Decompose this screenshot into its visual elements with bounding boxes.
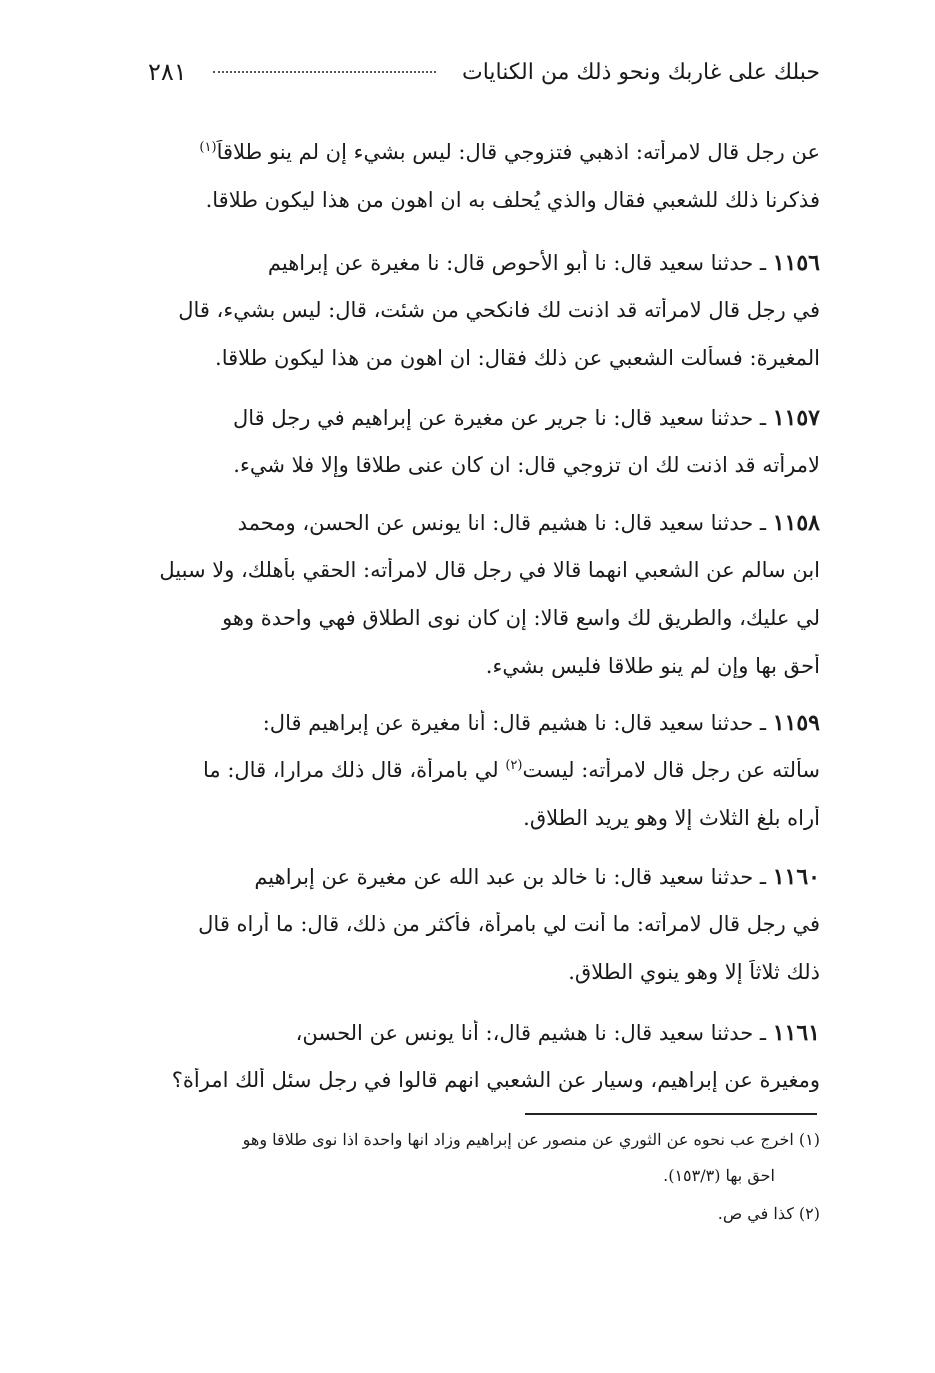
text-line xyxy=(155,654,820,678)
line-text: أراه بلغ الثلاث إلا وهو يريد الطلاق. xyxy=(523,806,820,830)
line-text: في رجل قال لامرأته قد اذنت لك فانكحي من شئت، قال: ليس بشيء، قال xyxy=(178,298,820,322)
footnote-separator xyxy=(525,1113,817,1115)
line-text: فذكرنا ذلك للشعبي فقال والذي يُحلف به ان اهون من هذا ليكون طلاقا. xyxy=(205,188,820,212)
hadith-number: ١١٥٧ xyxy=(772,405,820,431)
hadith-line-numbered xyxy=(155,710,820,736)
text-line xyxy=(155,346,820,370)
line-text: ـ حدثنا سعيد قال: نا جرير عن مغيرة عن إبراهيم في رجل قال xyxy=(233,406,773,430)
text-line xyxy=(155,558,820,582)
header-dotted-leader xyxy=(213,71,436,73)
text-line xyxy=(155,298,820,322)
hadith-line-numbered xyxy=(155,250,820,276)
line-text: المغيرة: فسألت الشعبي عن ذلك فقال: ان اهون من هذا ليكون طلاقا. xyxy=(215,346,820,370)
line-text: عن رجل قال لامرأته: اذهبي فتزوجي قال: ليس بشيء إن لم ينو طلاقاً xyxy=(216,140,820,164)
text-line xyxy=(155,960,820,984)
line-text: لي عليك، والطريق لك واسع قالا: إن كان نوى الطلاق فهي واحدة وهو xyxy=(222,606,820,630)
page-number: ٢٨١ xyxy=(148,58,187,86)
page-header xyxy=(148,52,820,92)
footnote-marker: (٢) xyxy=(505,758,523,773)
line-text: سألته عن رجل قال لامرأته: ليست xyxy=(522,758,820,782)
text-line xyxy=(155,912,820,936)
line-text: ابن سالم عن الشعبي انهما قالا في رجل قال لامرأته: الحقي بأهلك، ولا سبيل xyxy=(159,558,820,582)
text-line xyxy=(155,758,820,782)
line-text: لامرأته قد اذنت لك ان تزوجي قال: ان كان عنى طلاقا وإلا فلا شيء. xyxy=(233,453,820,477)
text-line xyxy=(155,188,820,212)
line-text: ـ حدثنا سعيد قال: نا أبو الأحوص قال: نا مغيرة عن إبراهيم xyxy=(267,251,773,275)
hadith-line-numbered xyxy=(155,405,820,431)
hadith-number: ١١٥٩ xyxy=(772,710,820,736)
footnote-2: (٢) كذا في ص. xyxy=(717,1204,820,1223)
line-text: ذلك ثلاثاً إلا وهو ينوي الطلاق. xyxy=(568,960,820,984)
line-text-after-marker: لي بامرأة، قال ذلك مرارا، قال: ما xyxy=(203,758,506,782)
line-text: ـ حدثنا سعيد قال: نا خالد بن عبد الله عن مغيرة عن إبراهيم xyxy=(254,865,773,889)
hadith-line-numbered xyxy=(155,1020,820,1046)
line-text: ـ حدثنا سعيد قال: نا هشيم قال: أنا مغيرة عن إبراهيم قال: xyxy=(262,711,773,735)
text-line xyxy=(155,1068,820,1092)
hadith-number: ١١٥٨ xyxy=(772,510,820,536)
line-text: ـ حدثنا سعيد قال: نا هشيم قال: انا يونس عن الحسن، ومحمد xyxy=(237,511,773,535)
footnote-1: (١) اخرج عب نحوه عن الثوري عن منصور عن إبراهيم وزاد انها واحدة اذا نوى طلاقا وهو xyxy=(242,1130,820,1149)
line-text: أحق بها وإن لم ينو طلاقا فليس بشيء. xyxy=(485,654,820,678)
text-line xyxy=(155,140,820,164)
hadith-line-numbered xyxy=(155,510,820,536)
footnote-marker: (١) xyxy=(199,140,217,155)
hadith-number: ١١٦١ xyxy=(772,1020,820,1046)
hadith-line-numbered xyxy=(155,864,820,890)
hadith-number: ١١٦٠ xyxy=(772,864,820,890)
line-text: ـ حدثنا سعيد قال: نا هشيم قال،: أنا يونس عن الحسن، xyxy=(295,1021,773,1045)
line-text: ومغيرة عن إبراهيم، وسيار عن الشعبي انهم قالوا في رجل سئل ألك امرأة؟ xyxy=(171,1068,820,1092)
text-line xyxy=(155,453,820,477)
text-line xyxy=(155,606,820,630)
text-line xyxy=(155,806,820,830)
footnote-1-continuation: احق بها (١٥٣/٣). xyxy=(663,1166,775,1185)
running-title: حبلك على غاربك ونحو ذلك من الكنايات xyxy=(462,59,820,85)
hadith-number: ١١٥٦ xyxy=(772,250,820,276)
line-text: في رجل قال لامرأته: ما أنت لي بامرأة، فأكثر من ذلك، قال: ما أراه قال xyxy=(198,912,820,936)
